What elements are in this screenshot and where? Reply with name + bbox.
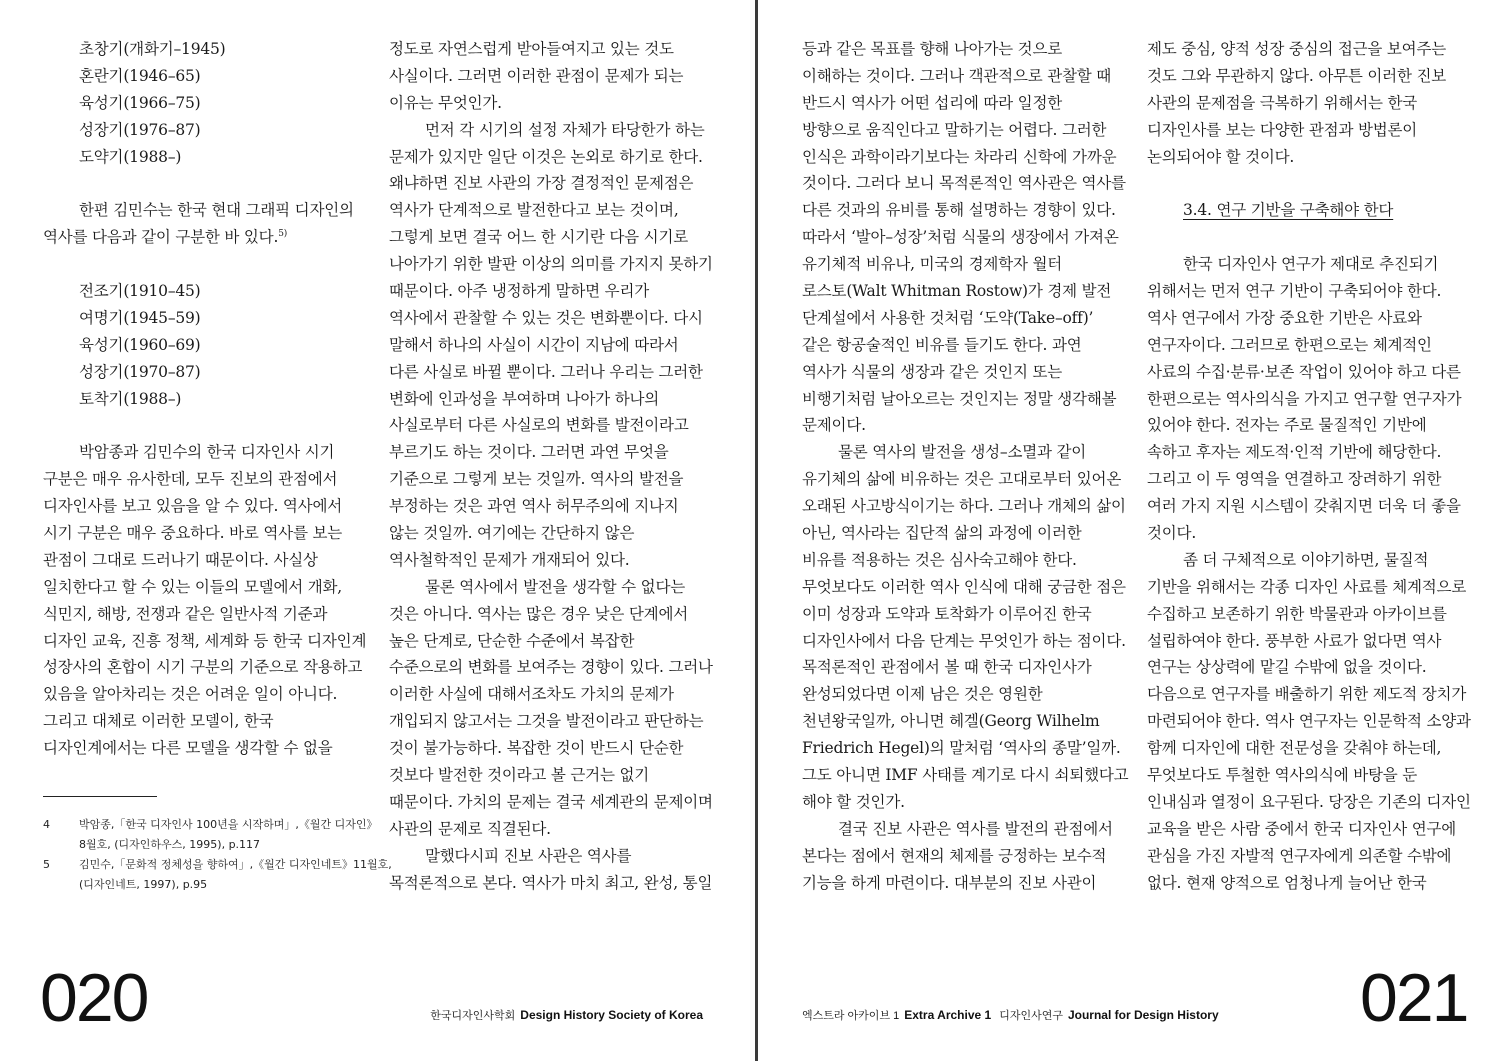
line-text: 인식은 과학이라기보다는 차라리 신학에 가까운: [802, 147, 1117, 166]
text-line: [802, 789, 1132, 816]
text-line: [389, 654, 719, 681]
line-text: 구분은 매우 유사한데, 모두 진보의 관점에서: [43, 470, 338, 489]
section-heading: [1147, 197, 1477, 224]
line-text: 연구자이다. 그러므로 한편으로는 체계적인: [1147, 335, 1432, 354]
line-text: 결국 진보 사관은 역사를 발전의 관점에서: [838, 819, 1113, 838]
text-line: [1147, 762, 1477, 789]
text-line: [1147, 870, 1477, 897]
line-text: 것이다.: [1147, 524, 1197, 543]
line-text: 역사철학적인 문제가 개재되어 있다.: [389, 550, 630, 569]
line-text: 그리고 대체로 이러한 모델이, 한국: [43, 712, 274, 731]
line-text: 때문이다. 아주 냉정하게 말하면 우리가: [389, 282, 650, 301]
line-text: 말해서 하나의 사실이 시간이 지남에 따라서: [389, 335, 679, 354]
line-text: 정도로 자연스럽게 받아들여지고 있는 것도: [389, 40, 674, 58]
text-line: [802, 601, 1132, 628]
line-text: 디자인사에서 다음 단계는 무엇인가 하는 점이다.: [802, 631, 1126, 650]
text-line: [389, 359, 719, 386]
line-text: 논의되어야 할 것이다.: [1147, 147, 1295, 166]
text-line: [1147, 493, 1477, 520]
line-text: 무엇보다도 투철한 역사의식에 바탕을 둔: [1147, 766, 1418, 785]
text-line: [389, 144, 719, 171]
line-text: 이미 성장과 도약과 토착화가 이루어진 한국: [802, 604, 1092, 623]
period-list-item: [43, 117, 368, 144]
line-text: 한편으로는 역사의식을 가지고 연구할 연구자가: [1147, 389, 1462, 408]
text-line: [389, 574, 719, 601]
text-line: [1147, 735, 1477, 762]
text-line: [389, 493, 719, 520]
text-line: [1147, 466, 1477, 493]
period-list-item: [43, 90, 368, 117]
blank-line: [43, 170, 368, 197]
line-text: 유기체적 비유나, 미국의 경제학자 월터: [802, 255, 1063, 274]
line-text: 초창기(개화기–1945): [79, 40, 226, 58]
line-text: 이유는 무엇인가.: [389, 93, 502, 112]
text-line: [802, 439, 1132, 466]
line-text: 것이 불가능하다. 복잡한 것이 반드시 단순한: [389, 739, 684, 758]
text-line: [43, 681, 368, 708]
text-line: [802, 90, 1132, 117]
line-text: 디자인계에서는 다른 모델을 생각할 수 없을: [43, 739, 333, 758]
line-text: 교육을 받은 사람 중에서 한국 디자인사 연구에: [1147, 819, 1457, 838]
line-text: 관심을 가진 자발적 연구자에게 의존할 수밖에: [1147, 846, 1452, 865]
line-text: 물론 역사에서 발전을 생각할 수 없다는: [425, 577, 686, 596]
text-line: [802, 251, 1132, 278]
text-line: [389, 251, 719, 278]
text-line: [43, 493, 368, 520]
text-line: [43, 547, 368, 574]
text-column-1: [43, 36, 368, 762]
text-line: [802, 520, 1132, 547]
line-text: 등과 같은 목표를 향해 나아가는 것으로: [802, 40, 1063, 58]
text-line: [1147, 520, 1477, 547]
text-column-4: [1147, 36, 1477, 897]
page-number-right: 021: [1360, 960, 1468, 1036]
text-line: [389, 439, 719, 466]
text-line: [1147, 386, 1477, 413]
line-text: 본다는 점에서 현재의 체제를 긍정하는 보수적: [802, 846, 1107, 865]
text-line: [802, 654, 1132, 681]
text-line: [802, 170, 1132, 197]
line-text: 해야 할 것인가.: [802, 792, 905, 811]
text-line: [1147, 439, 1477, 466]
text-line: [389, 412, 719, 439]
text-line: [802, 493, 1132, 520]
line-text: 않는 것일까. 여기에는 간단하지 않은: [389, 524, 635, 543]
line-text: 다른 것과의 유비를 통해 설명하는 경향이 있다.: [802, 201, 1116, 220]
running-footer-archive-ko: 엑스트라 아카이브 1: [802, 1010, 900, 1022]
text-line: [1147, 654, 1477, 681]
line-text: 위해서는 먼저 연구 기반이 구축되어야 한다.: [1147, 282, 1442, 301]
text-line: [389, 466, 719, 493]
line-text: 이해하는 것이다. 그러나 객관적으로 관찰할 때: [802, 66, 1112, 85]
line-text: 기반을 위해서는 각종 디자인 사료를 체계적으로: [1147, 577, 1467, 596]
line-text: 문제가 있지만 일단 이것은 논외로 하기로 한다.: [389, 147, 703, 166]
line-text: 역사를 다음과 같이 구분한 바 있다.: [43, 228, 279, 247]
period-list-item: [43, 36, 368, 63]
line-text: 천년왕국일까, 아니면 헤겔(Georg Wilhelm: [802, 712, 1100, 731]
running-footer-society-en: Design History Society of Korea: [520, 1008, 703, 1022]
text-line: [389, 332, 719, 359]
text-line: [802, 412, 1132, 439]
line-text: 없다. 현재 양적으로 엄청나게 늘어난 한국: [1147, 873, 1427, 892]
line-text: 변화에 인과성을 부여하며 나아가 하나의: [389, 389, 660, 408]
line-text: 좀 더 구체적으로 이야기하면, 물질적: [1183, 550, 1429, 569]
line-text: 로스토(Walt Whitman Rostow)가 경제 발전: [802, 282, 1112, 301]
text-line: [43, 574, 368, 601]
line-text: 비유를 적용하는 것은 심사숙고해야 한다.: [802, 550, 1077, 569]
text-line: [802, 708, 1132, 735]
line-text: 목적론적인 관점에서 볼 때 한국 디자인사가: [802, 658, 1092, 677]
line-text: 같은 항공술적인 비유를 들기도 한다. 과연: [802, 335, 1082, 354]
text-line: [389, 305, 719, 332]
line-text: 먼저 각 시기의 설정 자체가 타당한가 하는: [425, 120, 705, 139]
text-line: [1147, 547, 1477, 574]
line-text: 역사가 단계적으로 발전한다고 보는 것이며,: [389, 201, 679, 220]
line-text: 목적론적으로 본다. 역사가 마치 최고, 완성, 통일: [389, 873, 713, 892]
footnote-text: 박암종,「한국 디자인사 100년을 시작하며」,《월간 디자인》: [79, 818, 378, 831]
text-line: [1147, 412, 1477, 439]
line-text: 기준으로 그렇게 보는 것일까. 역사의 발전을: [389, 470, 684, 489]
text-line: [389, 117, 719, 144]
text-line: [1147, 332, 1477, 359]
line-text: 성장기(1970–87): [79, 362, 201, 381]
text-line: [389, 628, 719, 655]
text-line: [1147, 36, 1477, 63]
line-text: 디자인사를 보고 있음을 알 수 있다. 역사에서: [43, 497, 343, 516]
text-line: [389, 224, 719, 251]
text-line: [1147, 359, 1477, 386]
line-text: 왜냐하면 진보 사관의 가장 결정적인 문제점은: [389, 174, 694, 193]
line-text: 부정하는 것은 과연 역사 허무주의에 지나지: [389, 497, 679, 516]
text-line: [802, 735, 1132, 762]
line-text: 이러한 사실에 대해서조차도 가치의 문제가: [389, 685, 674, 704]
line-text: 관점이 그대로 드러나기 때문이다. 사실상: [43, 550, 318, 569]
footnotes: [43, 815, 392, 895]
footnote-reference: 5): [278, 229, 288, 240]
text-line: [1147, 816, 1477, 843]
line-text: 방향으로 움직인다고 말하기는 어렵다. 그러한: [802, 120, 1107, 139]
text-line: [802, 762, 1132, 789]
text-line: [389, 735, 719, 762]
line-text: 박암종과 김민수의 한국 디자인사 시기: [79, 443, 335, 462]
line-text: 수집하고 보존하기 위한 박물관과 아카이브를: [1147, 604, 1447, 623]
line-text: 디자인 교육, 진흥 정책, 세계화 등 한국 디자인계: [43, 631, 367, 650]
line-text: 때문이다. 가치의 문제는 결국 세계관의 문제이며: [389, 792, 713, 811]
text-line: [389, 789, 719, 816]
text-line: [802, 574, 1132, 601]
line-text: 인내심과 열정이 요구된다. 당장은 기존의 디자인: [1147, 792, 1471, 811]
line-text: 개입되지 않고서는 그것을 발전이라고 판단하는: [389, 712, 704, 731]
blank-line: [1147, 224, 1477, 251]
line-text: 함께 디자인에 대한 전문성을 갖춰야 하는데,: [1147, 739, 1442, 758]
line-text: 다른 사실로 바뀔 뿐이다. 그러나 우리는 그러한: [389, 362, 703, 381]
line-text: 수준으로의 변화를 보여주는 경향이 있다. 그러나: [389, 658, 713, 677]
running-footer-archive-en: Extra Archive 1: [904, 1008, 992, 1022]
text-line: [802, 36, 1132, 63]
line-text: 사관의 문제로 직결된다.: [389, 819, 551, 838]
line-text: 전조기(1910–45): [79, 282, 201, 301]
line-text: 물론 역사의 발전을 생성–소멸과 같이: [838, 443, 1087, 462]
line-text: 다음으로 연구자를 배출하기 위한 제도적 장치가: [1147, 685, 1467, 704]
footnote-5: [43, 855, 392, 895]
footnote-number: 5: [43, 858, 50, 871]
running-footer-right: [802, 1006, 1227, 1025]
text-line: [43, 224, 368, 251]
text-line: [802, 681, 1132, 708]
line-text: 무엇보다도 이러한 역사 인식에 대해 궁금한 점은: [802, 577, 1126, 596]
right-page: [758, 0, 1511, 1061]
text-line: [43, 654, 368, 681]
text-line: [802, 386, 1132, 413]
line-text: 역사에서 관찰할 수 있는 것은 변화뿐이다. 다시: [389, 308, 703, 327]
text-line: [802, 117, 1132, 144]
text-line: [802, 332, 1132, 359]
period-list-item: [43, 359, 368, 386]
text-line: [802, 816, 1132, 843]
text-line: [389, 90, 719, 117]
text-line: [802, 547, 1132, 574]
period-list-item: [43, 386, 368, 413]
text-line: [802, 305, 1132, 332]
text-line: [1147, 789, 1477, 816]
text-line: [389, 386, 719, 413]
line-text: 성장기(1976–87): [79, 120, 201, 139]
line-text: 완성되었다면 이제 남은 것은 영원한: [802, 685, 1043, 704]
text-line: [389, 520, 719, 547]
line-text: 것이다. 그러다 보니 목적론적인 역사관은 역사를: [802, 174, 1126, 193]
line-text: 일치한다고 할 수 있는 이들의 모델에서 개화,: [43, 577, 343, 596]
text-line: [1147, 117, 1477, 144]
line-text: 시기 구분은 매우 중요하다. 바로 역사를 보는: [43, 524, 343, 543]
text-line: [43, 520, 368, 547]
text-line: [802, 466, 1132, 493]
text-line: [802, 359, 1132, 386]
line-text: 유기체의 삶에 비유하는 것은 고대로부터 있어온: [802, 470, 1122, 489]
line-text: 부르기도 하는 것이다. 그러면 과연 무엇을: [389, 443, 669, 462]
line-text: 여러 가지 지원 시스템이 갖춰지면 더욱 더 좋을: [1147, 497, 1461, 516]
text-line: [389, 870, 719, 897]
text-line: [1147, 305, 1477, 332]
text-line: [389, 170, 719, 197]
text-line: [802, 63, 1132, 90]
line-text: 사관의 문제점을 극복하기 위해서는 한국: [1147, 93, 1418, 112]
blank-line: [43, 251, 368, 278]
text-line: [1147, 144, 1477, 171]
line-text: 육성기(1966–75): [79, 93, 201, 112]
line-text: 토착기(1988–): [79, 389, 182, 408]
line-text: 연구는 상상력에 맡길 수밖에 없을 것이다.: [1147, 658, 1427, 677]
text-line: [389, 601, 719, 628]
line-text: 한국 디자인사 연구가 제대로 추진되기: [1183, 255, 1439, 274]
page-number-left: 020: [40, 960, 148, 1036]
line-text: 설립하여야 한다. 풍부한 사료가 없다면 역사: [1147, 631, 1442, 650]
line-text: 단계설에서 사용한 것처럼 ‘도약(Take–off)’: [802, 308, 1094, 327]
footnote-text: (디자인네트, 1997), p.95: [79, 878, 208, 891]
text-line: [1147, 628, 1477, 655]
footnote-4: [43, 815, 378, 855]
text-line: [43, 439, 368, 466]
running-footer-society-ko: 한국디자인사학회: [430, 1010, 516, 1022]
line-text: 아닌, 역사라는 집단적 삶의 과정에 이러한: [802, 524, 1082, 543]
text-line: [1147, 278, 1477, 305]
text-line: [43, 601, 368, 628]
text-line: [802, 628, 1132, 655]
line-text: 말했다시피 진보 사관은 역사를: [425, 846, 632, 865]
footnote-text: 김민수,「문화적 정체성을 향하여」,《월간 디자인네트》11월호,: [79, 858, 392, 871]
text-line: [1147, 843, 1477, 870]
line-text: 반드시 역사가 어떤 섭리에 따라 일정한: [802, 93, 1063, 112]
line-text: 역사가 식물의 생장과 같은 것인지 또는: [802, 362, 1063, 381]
line-text: 사실로부터 다른 사실로의 변화를 발전이라고: [389, 416, 689, 435]
footnote-number: 4: [43, 818, 50, 831]
text-line: [1147, 251, 1477, 278]
running-footer-left: [430, 1006, 711, 1025]
text-line: [802, 197, 1132, 224]
text-line: [802, 224, 1132, 251]
text-line: [389, 197, 719, 224]
line-text: 속하고 후자는 제도적·인적 기반에 해당한다.: [1147, 443, 1442, 462]
line-text: 사실이다. 그러면 이러한 관점이 문제가 되는: [389, 66, 684, 85]
line-text: 한편 김민수는 한국 현대 그래픽 디자인의: [79, 201, 354, 220]
line-text: 사료의 수집·분류·보존 작업이 있어야 하고 다른: [1147, 362, 1461, 381]
line-text: 것도 그와 무관하지 않다. 아무튼 이러한 진보: [1147, 66, 1447, 85]
text-line: [389, 681, 719, 708]
line-text: 성장사의 혼합이 시기 구분의 기준으로 작용하고: [43, 658, 363, 677]
period-list-item: [43, 63, 368, 90]
text-line: [802, 870, 1132, 897]
text-line: [389, 36, 719, 63]
text-line: [802, 144, 1132, 171]
period-list-item: [43, 332, 368, 359]
line-text: 3.4. 연구 기반을 구축해야 한다: [1183, 201, 1394, 220]
text-column-3: [802, 36, 1132, 897]
line-text: 따라서 ‘발아–성장’처럼 식물의 생장에서 가져온: [802, 228, 1119, 247]
text-line: [1147, 681, 1477, 708]
line-text: 문제이다.: [802, 416, 866, 435]
line-text: 기능을 하게 마련이다. 대부분의 진보 사관이: [802, 873, 1097, 892]
blank-line: [1147, 170, 1477, 197]
text-line: [1147, 90, 1477, 117]
line-text: 그리고 이 두 영역을 연결하고 장려하기 위한: [1147, 470, 1442, 489]
line-text: 마련되어야 한다. 역사 연구자는 인문학적 소양과: [1147, 712, 1471, 731]
line-text: 것보다 발전한 것이라고 볼 근거는 없기: [389, 766, 650, 785]
period-list-item: [43, 144, 368, 171]
blank-line: [43, 412, 368, 439]
line-text: 그도 아니면 IMF 사태를 계기로 다시 쇠퇴했다고: [802, 766, 1129, 785]
line-text: 디자인사를 보는 다양한 관점과 방법론이: [1147, 120, 1418, 139]
line-text: 역사 연구에서 가장 중요한 기반은 사료와: [1147, 308, 1422, 327]
period-list-item: [43, 278, 368, 305]
text-line: [1147, 601, 1477, 628]
line-text: 있어야 한다. 전자는 주로 물질적인 기반에: [1147, 416, 1427, 435]
text-line: [389, 762, 719, 789]
footnote-text: 8월호, (디자인하우스, 1995), p.117: [79, 838, 261, 851]
text-line: [43, 466, 368, 493]
text-column-2: [389, 36, 719, 897]
text-line: [43, 708, 368, 735]
footnote-rule: [43, 796, 157, 797]
line-text: 비행기처럼 날아오르는 것인지는 정말 생각해볼: [802, 389, 1117, 408]
line-text: 육성기(1960–69): [79, 335, 201, 354]
running-footer-journal-ko: 디자인사연구: [999, 1010, 1063, 1022]
line-text: 나아가기 위한 발판 이상의 의미를 가지지 못하기: [389, 255, 713, 274]
line-text: 여명기(1945–59): [79, 308, 201, 327]
text-line: [43, 735, 368, 762]
text-line: [802, 278, 1132, 305]
text-line: [43, 628, 368, 655]
text-line: [389, 547, 719, 574]
text-line: [389, 63, 719, 90]
text-line: [802, 843, 1132, 870]
text-line: [1147, 708, 1477, 735]
text-line: [389, 708, 719, 735]
text-line: [1147, 574, 1477, 601]
line-text: 오래된 사고방식이기는 하다. 그러나 개체의 삶이: [802, 497, 1126, 516]
line-text: 도약기(1988–): [79, 147, 182, 166]
text-line: [389, 278, 719, 305]
text-line: [389, 843, 719, 870]
text-line: [389, 816, 719, 843]
line-text: 제도 중심, 양적 성장 중심의 접근을 보여주는: [1147, 40, 1447, 58]
line-text: 것은 아니다. 역사는 많은 경우 낮은 단계에서: [389, 604, 689, 623]
line-text: 식민지, 해방, 전쟁과 같은 일반사적 기준과: [43, 604, 328, 623]
line-text: 그렇게 보면 결국 어느 한 시기란 다음 시기로: [389, 228, 689, 247]
line-text: 있음을 알아차리는 것은 어려운 일이 아니다.: [43, 685, 338, 704]
line-text: 혼란기(1946–65): [79, 66, 201, 85]
text-line: [1147, 63, 1477, 90]
line-text: 높은 단계로, 단순한 수준에서 복잡한: [389, 631, 635, 650]
period-list-item: [43, 305, 368, 332]
text-line: [43, 197, 368, 224]
running-footer-journal-en: Journal for Design History: [1067, 1008, 1219, 1022]
line-text: Friedrich Hegel)의 말처럼 ‘역사의 종말’일까.: [802, 739, 1121, 758]
